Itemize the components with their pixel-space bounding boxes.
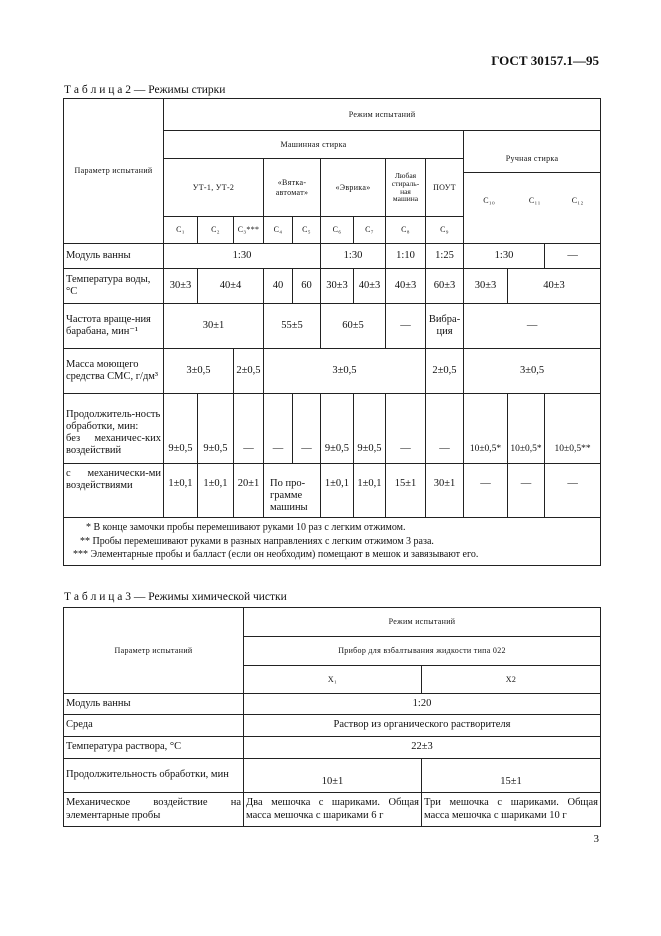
cell: —: [264, 394, 293, 464]
mode-header: Режим испытаний: [164, 99, 601, 131]
cell: Вибра-ция: [426, 304, 464, 349]
cell: 15±1: [386, 464, 426, 518]
cell: 9±0,5: [164, 394, 198, 464]
row-label: Температура раствора, °С: [64, 737, 244, 759]
table-row: [64, 269, 601, 304]
cell: 15±1: [422, 759, 601, 793]
footnote: * В конце замочки пробы перемешивают руками 10 раз с легким отжимом.: [86, 522, 406, 534]
code-c11: С₁₁: [528, 196, 541, 206]
code-x1: Х₁: [244, 666, 422, 694]
cell: 60±5: [321, 304, 386, 349]
table-row: [64, 394, 601, 464]
cell: 1:10: [386, 244, 426, 269]
cell: 1±0,1: [354, 464, 386, 518]
cell: По про-грамме машины: [264, 464, 321, 518]
footnote: ** Пробы перемешивают руками в разных направлениях с легким отжимом 3 раза.: [80, 535, 434, 547]
row-label: с механически-ми воздействиями: [64, 464, 164, 518]
param-header: Параметр испытаний: [64, 608, 244, 694]
cell: 40±3: [386, 269, 426, 304]
cell: 10±0,5*: [508, 394, 545, 464]
cell: 3±0,5: [464, 349, 601, 394]
cell: 2±0,5: [426, 349, 464, 394]
cell: 60: [293, 269, 321, 304]
table-row: [64, 793, 601, 827]
code-c5: С₅: [293, 217, 321, 244]
code-c3: С₃***: [234, 217, 264, 244]
cell: 30±1: [426, 464, 464, 518]
cell: 55±5: [264, 304, 321, 349]
no-mech-label: без механичес-ких воздействий: [66, 432, 161, 456]
row-label: Модуль ванны: [64, 694, 244, 715]
washing-modes-table: [63, 98, 601, 566]
ut-header: УТ-1, УТ-2: [164, 159, 264, 217]
code-c10: С₁₀: [483, 196, 496, 206]
vyatka-header: «Вятка-автомат»: [264, 159, 321, 217]
cell: —: [386, 394, 426, 464]
cell: 9±0,5: [321, 394, 354, 464]
cell: 10±0,5**: [545, 394, 601, 464]
pout-header: ПОУТ: [426, 159, 464, 217]
cell: —: [234, 394, 264, 464]
cell: 9±0,5: [198, 394, 234, 464]
machine-wash-header: Машинная стирка: [164, 131, 464, 159]
cell: 30±1: [164, 304, 264, 349]
cell: —: [386, 304, 426, 349]
table-row: [64, 464, 601, 518]
table-row: [64, 737, 601, 759]
row-label: Механическое воздействие на элементарные пробы: [64, 793, 244, 827]
manual-wash-label: Ручная стирка: [464, 145, 600, 173]
code-c8: С₈: [386, 217, 426, 244]
row-label: Частота враще-ния барабана, мин⁻¹: [64, 304, 164, 349]
table-row: [64, 694, 601, 715]
cell: —: [293, 394, 321, 464]
cell: 40: [264, 269, 293, 304]
cell: —: [464, 464, 508, 518]
mode-header: Режим испытаний: [244, 608, 601, 637]
page-number: 3: [593, 833, 599, 845]
cell: 40±3: [354, 269, 386, 304]
table3-caption: Т а б л и ц а 3 — Режимы химической чистки: [64, 591, 287, 603]
cell: 30±3: [164, 269, 198, 304]
cell: —: [426, 394, 464, 464]
code-c9: С₉: [426, 217, 464, 244]
code-c4: С₄: [264, 217, 293, 244]
cell: 60±3: [426, 269, 464, 304]
manual-wash-header: [464, 131, 601, 244]
cell: —: [545, 464, 601, 518]
table-row: [64, 304, 601, 349]
any-machine-header: Любая стираль-ная машина: [386, 159, 426, 217]
cell: Два мешочка с шариками. Общая масса мешочка с шариками 6 г: [244, 793, 422, 827]
row-label: Продолжительность обработки, мин: [64, 759, 244, 793]
code-c2: С₂: [198, 217, 234, 244]
table2-caption: Т а б л и ц а 2 — Режимы стирки: [64, 84, 226, 96]
cell: 1:25: [426, 244, 464, 269]
cell: 1±0,1: [164, 464, 198, 518]
cell: 3±0,5: [264, 349, 426, 394]
cell: —: [464, 304, 601, 349]
cell: 30±3: [464, 269, 508, 304]
code-c12: С₁₂: [571, 196, 584, 206]
cell: 10±1: [244, 759, 422, 793]
cell: 22±3: [244, 737, 601, 759]
cell: 1:30: [321, 244, 386, 269]
cell: —: [545, 244, 601, 269]
cell: 1:30: [164, 244, 321, 269]
code-c7: С₇: [354, 217, 386, 244]
cell: 1±0,1: [321, 464, 354, 518]
dry-cleaning-table: [63, 607, 601, 827]
code-c6: С₆: [321, 217, 354, 244]
cell: 1:20: [244, 694, 601, 715]
duration-label: Продолжитель-ность обработки, мин:: [66, 408, 161, 432]
row-label: Температура воды, °С: [64, 269, 164, 304]
table-row: [64, 244, 601, 269]
cell: 9±0,5: [354, 394, 386, 464]
table-row: [64, 349, 601, 394]
cell: 3±0,5: [164, 349, 234, 394]
row-label: Среда: [64, 715, 244, 737]
table-row: [64, 715, 601, 737]
code-c1: С₁: [164, 217, 198, 244]
cell: 20±1: [234, 464, 264, 518]
row-label: Модуль ванны: [64, 244, 164, 269]
cell: Три мешочка с шариками. Общая масса мешочка с шариками 10 г: [422, 793, 601, 827]
footnote: *** Элементарные пробы и балласт (если он необходим) помещают в мешок и завязывают его.: [73, 549, 479, 561]
evrika-header: «Эврика»: [321, 159, 386, 217]
cell: 1±0,1: [198, 464, 234, 518]
cell: Раствор из органического растворителя: [244, 715, 601, 737]
device-header: Прибор для взбалтывания жидкости типа 022: [244, 637, 601, 666]
param-header: Параметр испытаний: [64, 99, 164, 244]
cell: 40±3: [508, 269, 601, 304]
code-x2: Х2: [422, 666, 601, 694]
cell: 40±4: [198, 269, 264, 304]
cell: —: [508, 464, 545, 518]
cell: 2±0,5: [234, 349, 264, 394]
row-label: Масса моющего средства СМС, г/дм³: [64, 349, 164, 394]
cell: 10±0,5*: [464, 394, 508, 464]
row-label: [64, 394, 164, 464]
cell: 1:30: [464, 244, 545, 269]
table-footnotes: [64, 518, 601, 566]
document-code: ГОСТ 30157.1—95: [491, 53, 599, 68]
cell: 30±3: [321, 269, 354, 304]
table-row: [64, 759, 601, 793]
